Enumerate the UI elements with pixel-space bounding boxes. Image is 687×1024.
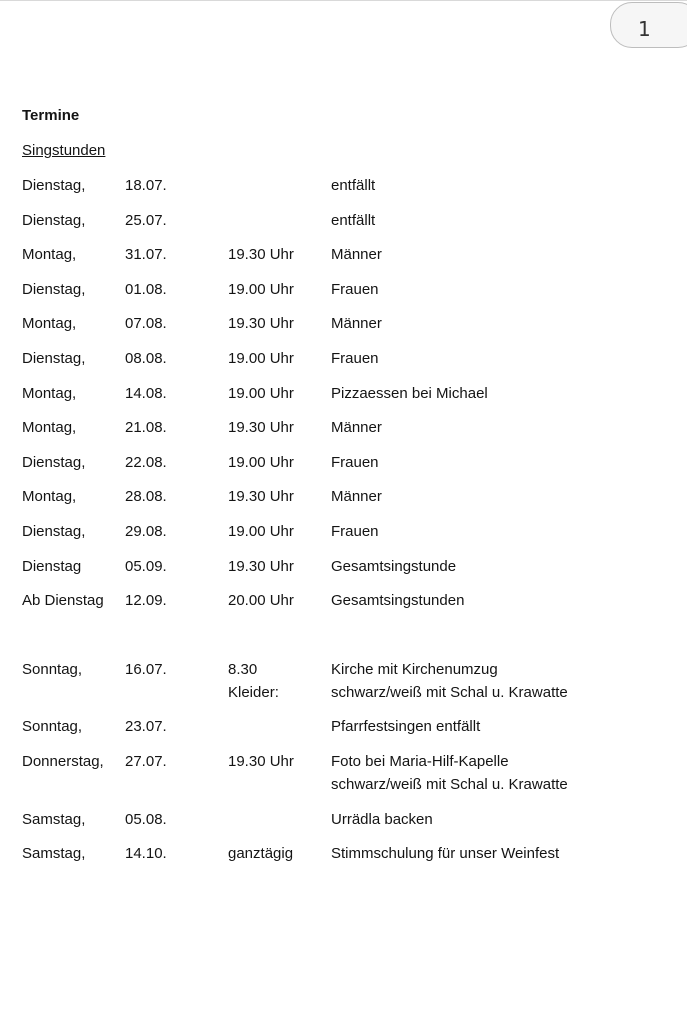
date-cell: 29.08.: [125, 522, 167, 540]
dresscode-note: schwarz/weiß mit Schal u. Krawatte: [331, 683, 568, 701]
date-cell: 31.07.: [125, 246, 167, 264]
note-line: Kirche mit Kirchenumzug: [331, 660, 498, 678]
day-cell: Dienstag,: [22, 211, 86, 229]
document-body: [22, 104, 662, 877]
note-cell: Frauen: [331, 453, 379, 471]
day-cell: Dienstag,: [22, 453, 86, 471]
day-cell: Montag,: [22, 246, 77, 264]
note-cell: Frauen: [331, 522, 379, 540]
date-cell: 28.08.: [125, 488, 167, 506]
page-number-badge: [610, 2, 687, 48]
note-cell: Männer: [331, 246, 382, 264]
time-cell: 19.30 Uhr: [228, 488, 294, 506]
date-cell: 05.09.: [125, 557, 167, 575]
time-line: ganztägig: [228, 845, 294, 863]
date-cell: 16.07.: [125, 660, 167, 678]
time-cell: 19.00 Uhr: [228, 349, 294, 367]
table-row: [22, 842, 662, 865]
note-cell: Männer: [331, 419, 382, 437]
table-row: [22, 485, 662, 508]
table-row: [22, 278, 662, 301]
note-cell: entfällt: [331, 211, 376, 229]
note-cell: [331, 715, 662, 738]
time-cell: [228, 842, 331, 865]
events-list: [22, 658, 662, 865]
time-cell: [228, 174, 331, 197]
table-row: [22, 555, 662, 578]
day-cell: Ab Dienstag: [22, 592, 104, 610]
day-cell: Montag,: [22, 384, 77, 402]
date-cell: 21.08.: [125, 419, 167, 437]
section-title-singstunden: Singstunden: [22, 142, 106, 159]
note-line: Stimmschulung für unser Weinfest: [331, 845, 560, 863]
note-cell: [331, 808, 662, 831]
time-cell: [228, 715, 331, 738]
date-cell: 25.07.: [125, 211, 167, 229]
table-row: [22, 174, 662, 197]
time-cell: 19.00 Uhr: [228, 453, 294, 471]
date-cell: 14.08.: [125, 384, 167, 402]
note-cell: [331, 750, 662, 796]
table-row: [22, 347, 662, 370]
table-row: [22, 382, 662, 405]
time-cell: 20.00 Uhr: [228, 592, 294, 610]
time-cell: 19.30 Uhr: [228, 246, 294, 264]
day-cell: Sonntag,: [22, 718, 83, 736]
time-cell: [228, 750, 331, 796]
date-cell: 27.07.: [125, 752, 167, 770]
date-cell: 23.07.: [125, 718, 167, 736]
dresscode-label: Kleider:: [228, 683, 279, 701]
time-cell: 19.30 Uhr: [228, 315, 294, 333]
table-row: [22, 312, 662, 335]
table-row: [22, 589, 662, 612]
time-cell: 19.30 Uhr: [228, 557, 294, 575]
date-cell: 01.08.: [125, 280, 167, 298]
table-row: [22, 451, 662, 474]
day-cell: Samstag,: [22, 810, 86, 828]
time-line: 8.30: [228, 660, 258, 678]
date-cell: 12.09.: [125, 592, 167, 610]
day-cell: Dienstag,: [22, 280, 86, 298]
note-line: Pfarrfestsingen entfällt: [331, 718, 481, 736]
note-cell: Männer: [331, 315, 382, 333]
table-row: [22, 808, 662, 831]
document-heading: Termine: [22, 107, 80, 124]
table-row: [22, 209, 662, 232]
singstunden-list: [22, 174, 662, 612]
note-cell: [331, 658, 662, 704]
time-line: 19.30 Uhr: [228, 752, 294, 770]
day-cell: Montag,: [22, 315, 77, 333]
note-line: Urrädla backen: [331, 810, 433, 828]
day-cell: Dienstag,: [22, 349, 86, 367]
date-cell: 22.08.: [125, 453, 167, 471]
time-cell: 19.30 Uhr: [228, 419, 294, 437]
time-cell: 19.00 Uhr: [228, 384, 294, 402]
date-cell: 18.07.: [125, 177, 167, 194]
time-cell: [228, 209, 331, 232]
table-row: [22, 520, 662, 543]
note-cell: [331, 842, 662, 865]
day-cell: Montag,: [22, 419, 77, 437]
table-row: [22, 243, 662, 266]
day-cell: Samstag,: [22, 845, 86, 863]
section-spacer: [22, 624, 662, 658]
table-row: [22, 658, 662, 704]
time-cell: 19.00 Uhr: [228, 280, 294, 298]
dresscode-note: schwarz/weiß mit Schal u. Krawatte: [331, 775, 568, 793]
table-row: [22, 750, 662, 796]
table-row: [22, 416, 662, 439]
table-row: [22, 715, 662, 738]
note-cell: Gesamtsingstunden: [331, 592, 465, 610]
note-cell: Pizzaessen bei Michael: [331, 384, 488, 402]
time-cell: [228, 658, 331, 704]
date-cell: 05.08.: [125, 810, 167, 828]
day-cell: Dienstag,: [22, 177, 86, 194]
date-cell: 07.08.: [125, 315, 167, 333]
date-cell: 08.08.: [125, 349, 167, 367]
day-cell: Dienstag,: [22, 522, 86, 540]
day-cell: Donnerstag,: [22, 752, 104, 770]
note-cell: Männer: [331, 488, 382, 506]
note-line: Foto bei Maria-Hilf-Kapelle: [331, 752, 509, 770]
day-cell: Montag,: [22, 488, 77, 506]
note-cell: Frauen: [331, 349, 379, 367]
note-cell: entfällt: [331, 177, 376, 194]
top-divider: [0, 0, 687, 1]
note-cell: Gesamtsingstunde: [331, 557, 457, 575]
note-cell: Frauen: [331, 280, 379, 298]
day-cell: Sonntag,: [22, 660, 83, 678]
day-cell: Dienstag: [22, 557, 82, 575]
page-number: 1: [638, 17, 651, 41]
time-cell: 19.00 Uhr: [228, 522, 294, 540]
date-cell: 14.10.: [125, 845, 167, 863]
time-cell: [228, 808, 331, 831]
